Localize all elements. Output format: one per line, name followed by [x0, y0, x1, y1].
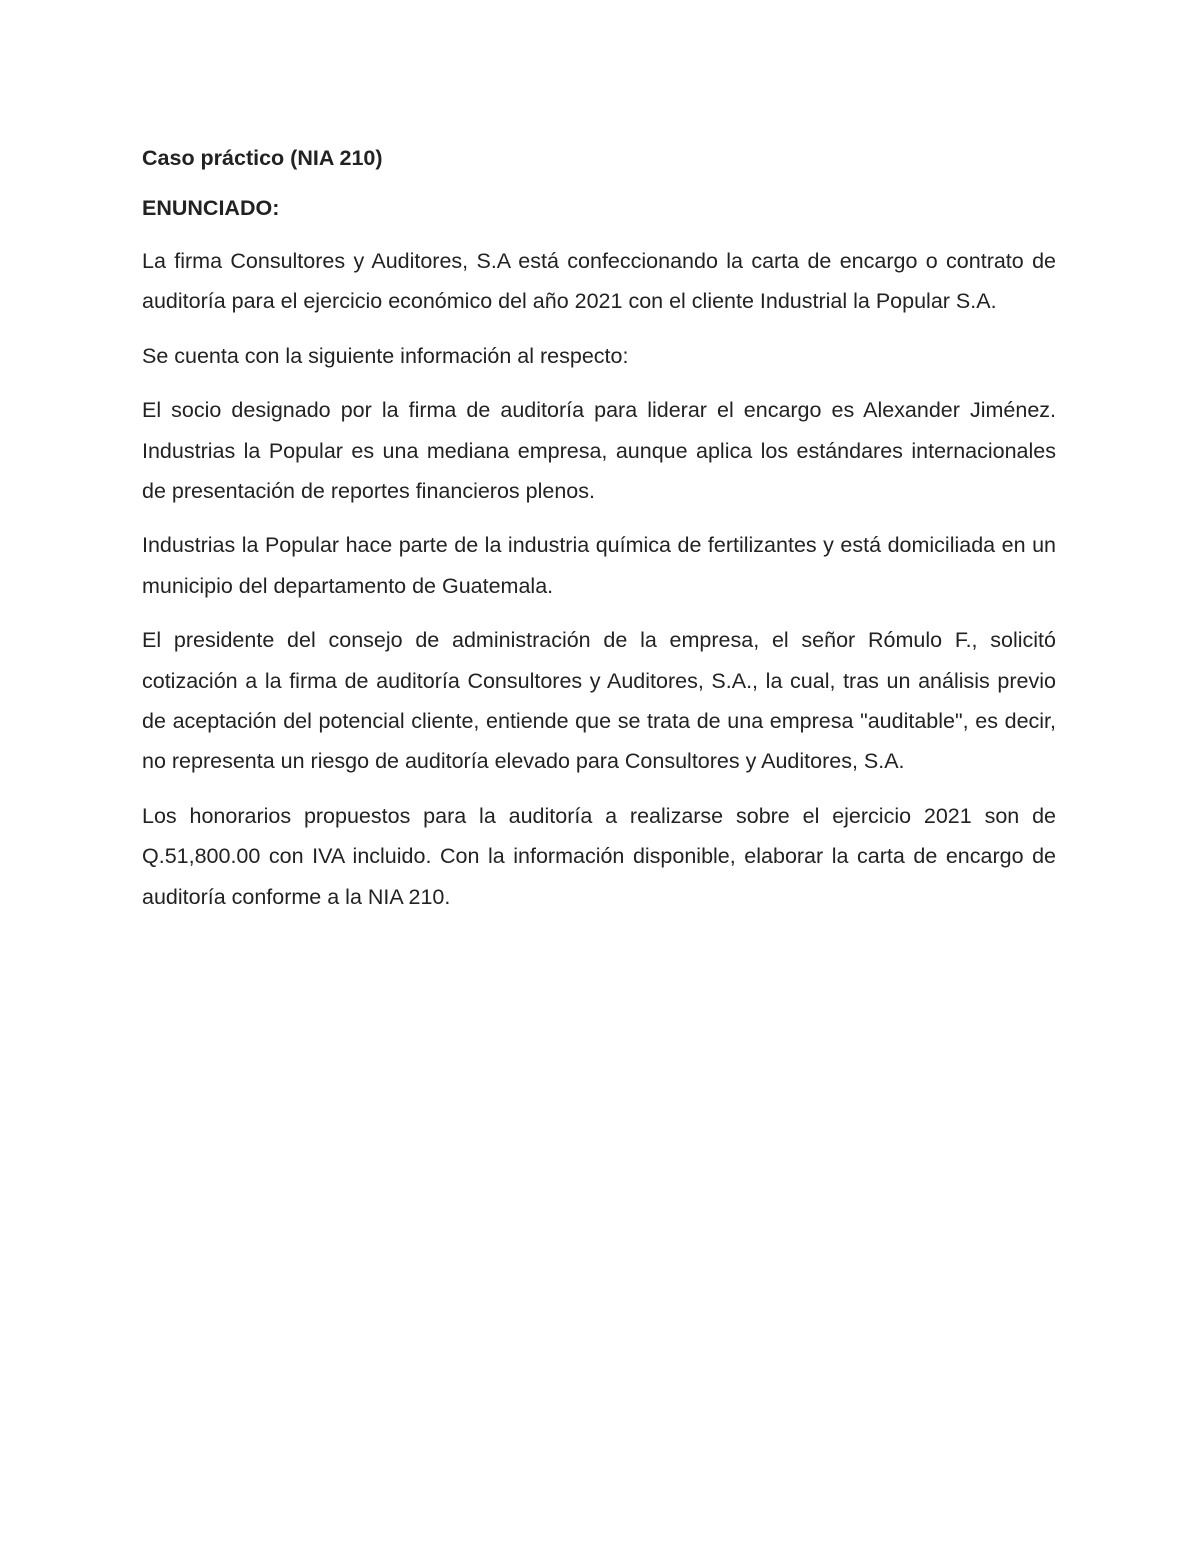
- paragraph-engagement: La firma Consultores y Auditores, S.A está confeccionando la carta de encargo o contrato de auditoría para el ejercicio económico del año 2021 con el cliente Industrial la Popular S.A.: [142, 249, 1056, 314]
- paragraph-fees: Los honorarios propuestos para la auditoría a realizarse sobre el ejercicio 2021 son de Q.51,800.00 con IVA incluido. Con la información disponible, elaborar la carta de encargo de auditoría conforme a la NIA 210.: [142, 803, 1056, 909]
- paragraph-president: El presidente del consejo de administración de la empresa, el señor Rómulo F., solicitó cotización a la firma de auditoría Consultores y Auditores, S.A., la cual, tras un análisis previo de aceptación del potencial cliente, entiende que se trata de una empresa "auditable", es decir, no representa un riesgo de auditoría elevado para Consultores y Auditores, S.A.: [142, 628, 1056, 774]
- paragraph-partner: El socio designado por la firma de auditoría para liderar el encargo es Alexander Jiménez. Industrias la Popular es una mediana empresa, aunque aplica los estándares internacionales de presentación de reportes financieros plenos.: [142, 398, 1056, 504]
- paragraph-info-intro: Se cuenta con la siguiente información al respecto:: [142, 343, 629, 368]
- document-body: [142, 141, 1056, 931]
- document-title: Caso práctico (NIA 210): [142, 146, 383, 170]
- paragraph-industry: Industrias la Popular hace parte de la industria química de fertilizantes y está domiciliada en un municipio del departamento de Guatemala.: [142, 533, 1056, 598]
- section-heading: ENUNCIADO:: [142, 196, 280, 220]
